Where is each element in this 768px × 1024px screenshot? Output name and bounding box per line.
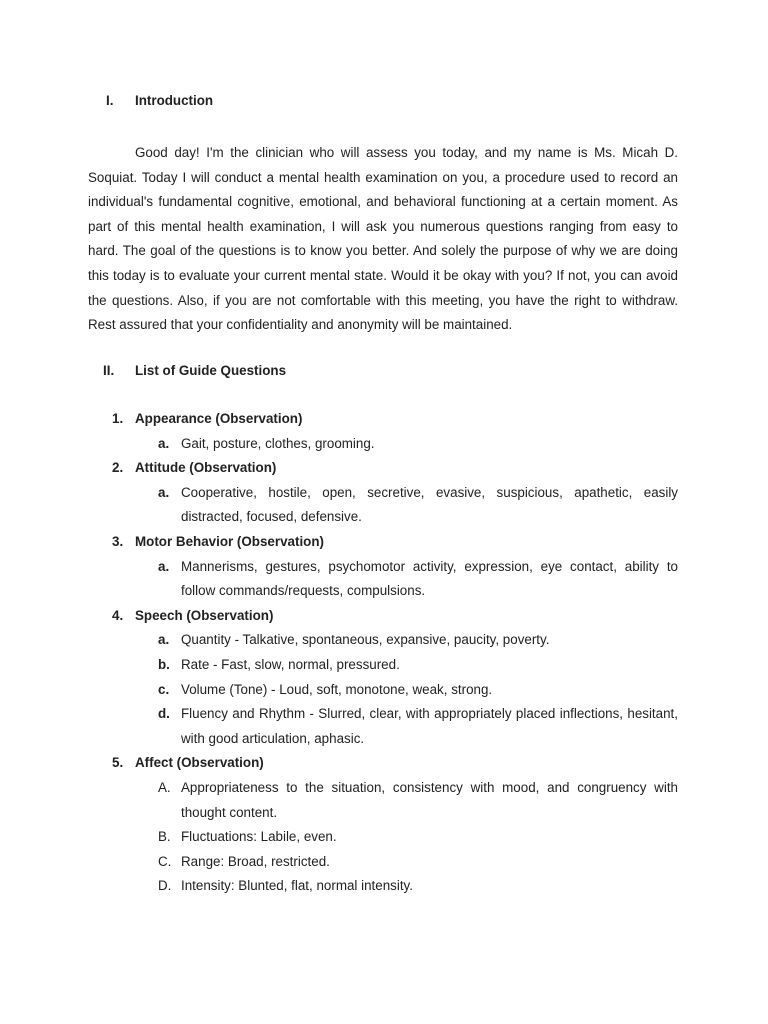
item-number: 2. (112, 460, 124, 476)
sub-item-text: Intensity: Blunted, flat, normal intensity. (181, 878, 413, 894)
sub-item-marker: c. (158, 681, 170, 697)
section-title: Introduction (135, 93, 214, 108)
list-item (0, 751, 768, 899)
sub-item-text: Cooperative, hostile, open, secretive, evasive, suspicious, apathetic, easily distracted, focused, defensive. (181, 484, 678, 525)
sub-item (0, 825, 678, 850)
sub-item (0, 628, 678, 653)
item-heading (0, 530, 768, 555)
sub-item-text: Volume (Tone) - Loud, soft, monotone, weak, strong. (181, 681, 493, 697)
sub-item-marker: d. (158, 706, 170, 722)
sub-item (0, 678, 678, 703)
sub-item-marker: a. (158, 558, 170, 574)
sub-item (0, 850, 678, 875)
introduction-paragraph: Good day! I'm the clinician who will assess you today, and my name is Ms. Micah D. Soquiat. Today I will conduct a mental health examination on you, a procedure used to record an individual's fundamental cognitive, emotional, and behavioral functioning at a certain moment. As part of this mental health examination, I will ask you numerous questions ranging from easy to hard. The goal of the questions is to know you better. And solely the purpose of why we are doing this today is to evaluate your current mental state. Would it be okay with you? If not, you can avoid the questions. Also, if you are not comfortable with this meeting, you have the right to withdraw. Rest assured that your confidentiality and anonymity will be maintained. (88, 145, 678, 333)
section-numeral: I. (106, 93, 114, 108)
item-label: Motor Behavior (Observation) (135, 533, 324, 549)
sub-item-text: Mannerisms, gestures, psychomotor activity, expression, eye contact, ability to follow commands/requests, compulsions. (181, 558, 678, 599)
sub-item-marker: a. (158, 484, 170, 500)
sub-item-text: Rate - Fast, slow, normal, pressured. (181, 656, 400, 672)
list-item (0, 407, 768, 456)
list-item (0, 604, 768, 752)
sub-item (0, 481, 678, 530)
sub-item-text: Quantity - Talkative, spontaneous, expansive, paucity, poverty. (181, 632, 550, 648)
item-number: 3. (112, 533, 124, 549)
item-number: 5. (112, 755, 124, 771)
sub-item-text: Fluency and Rhythm - Slurred, clear, with appropriately placed inflections, hesitant, with good articulation, aphasic. (181, 706, 678, 746)
sub-item-text: Gait, posture, clothes, grooming. (181, 435, 375, 451)
section-numeral: II. (103, 363, 115, 378)
sub-item-marker: a. (158, 632, 170, 648)
sub-item-marker: a. (158, 435, 170, 451)
list-item (0, 530, 768, 604)
sub-item-text: Fluctuations: Labile, even. (181, 829, 337, 845)
sub-item (0, 702, 678, 751)
sub-item-marker: B. (158, 829, 171, 845)
sub-item (0, 555, 678, 604)
section-title: List of Guide Questions (135, 363, 287, 378)
sub-item-marker: A. (158, 779, 171, 795)
sub-item (0, 776, 678, 825)
item-label: Speech (Observation) (135, 607, 274, 623)
item-number: 1. (112, 411, 124, 426)
item-heading (0, 751, 768, 776)
item-number: 4. (112, 607, 124, 623)
item-label: Affect (Observation) (135, 755, 264, 771)
item-label: Attitude (Observation) (135, 460, 277, 476)
sub-item-text: Appropriateness to the situation, consistency with mood, and congruency with thought content. (181, 779, 678, 820)
item-heading (0, 407, 768, 432)
item-label: Appearance (Observation) (135, 411, 303, 426)
item-heading (0, 456, 768, 481)
list-item (0, 456, 768, 530)
guide-question-list (0, 407, 768, 899)
item-heading (0, 604, 768, 629)
sub-item-text: Range: Broad, restricted. (181, 853, 330, 869)
sub-item (0, 653, 678, 678)
sub-item (0, 432, 678, 457)
sub-item (0, 874, 678, 899)
sub-item-marker: b. (158, 656, 170, 672)
sub-item-marker: D. (158, 878, 172, 894)
sub-item-marker: C. (158, 853, 172, 869)
